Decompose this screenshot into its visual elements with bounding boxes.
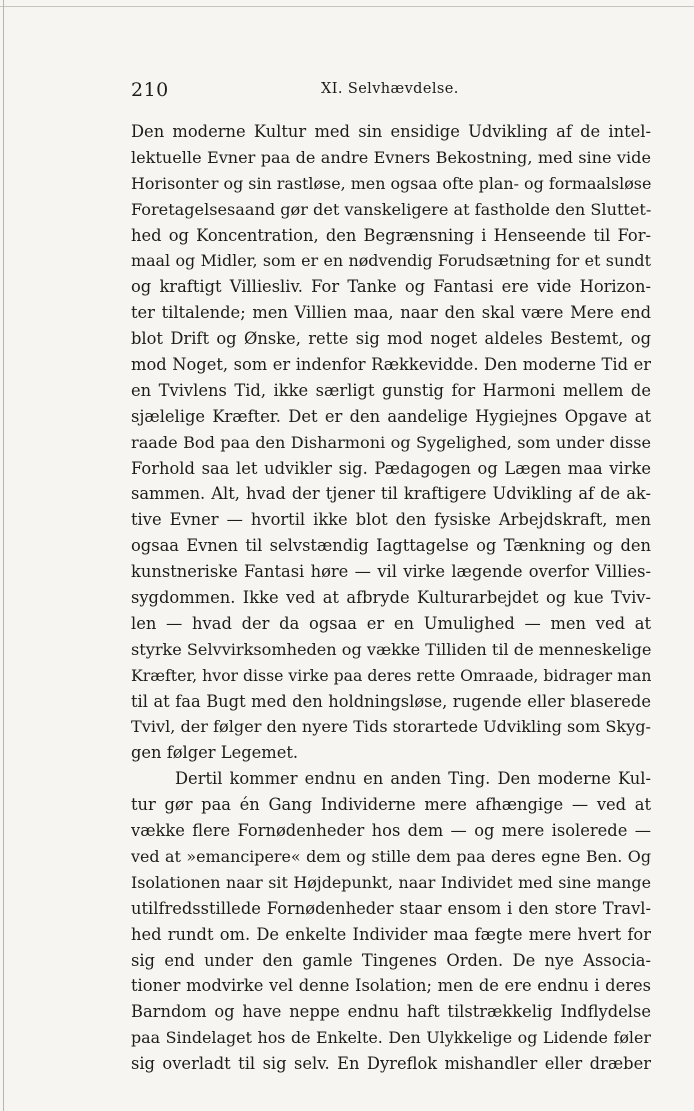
text-line: styrke Selvvirksomheden og vække Tilliden til de menneskelige [131, 639, 651, 659]
page-header [131, 75, 651, 103]
text-line: len — hvad der da ogsaa er en Umulighed — men ved at [131, 613, 651, 633]
text-line: utilfredsstillede Fornødenheder staar ensom i den store Travl- [131, 898, 651, 918]
text-line: Den moderne Kultur med sin ensidige Udvikling af de intel- [131, 122, 651, 141]
text-line: kunstneriske Fantasi høre — vil virke lægende overfor Villies- [131, 562, 651, 582]
text-line: raade Bod paa den Disharmoni og Sygelighed, som under disse [131, 432, 651, 452]
text-line: blot Drift og Ønske, rette sig mod noget aldeles Bestemt, og [131, 329, 651, 349]
text-line: tive Evner — hvortil ikke blot den fysiske Arbejdskraft, men [131, 510, 651, 530]
text-line: en Tvivlens Tid, ikke særligt gunstig for Harmoni mellem de [131, 380, 651, 400]
text-line: sygdommen. Ikke ved at afbryde Kulturarbejdet og kue Tviv- [131, 588, 651, 608]
running-title: XI. Selvhævdelse. [321, 81, 459, 97]
text-line: sig end under den gamle Tingenes Orden. De nye Associa- [131, 950, 651, 970]
text-line: mod Noget, som er indenfor Rækkevidde. Den moderne Tid er [131, 355, 651, 375]
text-line: Barndom og have neppe endnu haft tilstrækkelig Indflydelse [131, 1002, 651, 1022]
page-top-edge [0, 6, 694, 7]
text-line: tioner modvirke vel denne Isolation; men de ere endnu i deres [131, 976, 651, 996]
text-line: hed rundt om. De enkelte Individer maa fægte mere hvert for [131, 924, 651, 944]
text-line: paa Sindelaget hos de Enkelte. Den Ulykkelige og Lidende føler [131, 1028, 651, 1048]
body-text [131, 119, 651, 1077]
text-line: og kraftigt Villiesliv. For Tanke og Fantasi ere vide Horizon- [131, 277, 651, 297]
page-number: 210 [131, 79, 169, 101]
text-line: lektuelle Evner paa de andre Evners Bekostning, med sine vide [131, 147, 651, 167]
text-line: til at faa Bugt med den holdningsløse, rugende eller blaserede [131, 691, 651, 711]
text-line: sig overladt til sig selv. En Dyreflok mishandler eller dræber [131, 1054, 651, 1074]
text-line: Foretagelsesaand gør det vanskeligere at fastholde den Sluttet- [131, 199, 651, 219]
text-line: sammen. Alt, hvad der tjener til kraftigere Udvikling af de ak- [131, 484, 651, 504]
text-line: Tvivl, der følger den nyere Tids storartede Udvikling som Skyg- [131, 717, 651, 737]
text-line: vække flere Fornødenheder hos dem — og mere isolerede — [131, 821, 651, 841]
text-line: Kræfter, hvor disse virke paa deres rette Omraade, bidrager man [131, 665, 651, 685]
text-line: ter tiltalende; men Villien maa, naar den skal være Mere end [131, 303, 651, 323]
text-line: Forhold saa let udvikler sig. Pædagogen og Lægen maa virke [131, 458, 651, 478]
text-line: Isolationen naar sit Højdepunkt, naar Individet med sine mange [131, 872, 651, 892]
text-line: gen følger Legemet. [131, 743, 299, 763]
text-line: tur gør paa én Gang Individerne mere afhængige — ved at [131, 795, 651, 815]
text-line: Dertil kommer endnu en anden Ting. Den moderne Kul- [175, 769, 651, 789]
text-line: Horisonter og sin rastløse, men ogsaa ofte plan- og formaalsløse [131, 173, 651, 193]
text-line: sjælelige Kræfter. Det er den aandelige Hygiejnes Opgave at [131, 406, 651, 426]
text-line: hed og Koncentration, den Begrænsning i Henseende til For- [131, 225, 651, 245]
page-left-edge [3, 0, 4, 1111]
text-line: ved at »emancipere« dem og stille dem paa deres egne Ben. Og [131, 846, 651, 866]
text-line: maal og Midler, som er en nødvendig Forudsætning for et sundt [131, 251, 651, 271]
text-line: ogsaa Evnen til selvstændig Iagttagelse og Tænkning og den [131, 536, 651, 556]
